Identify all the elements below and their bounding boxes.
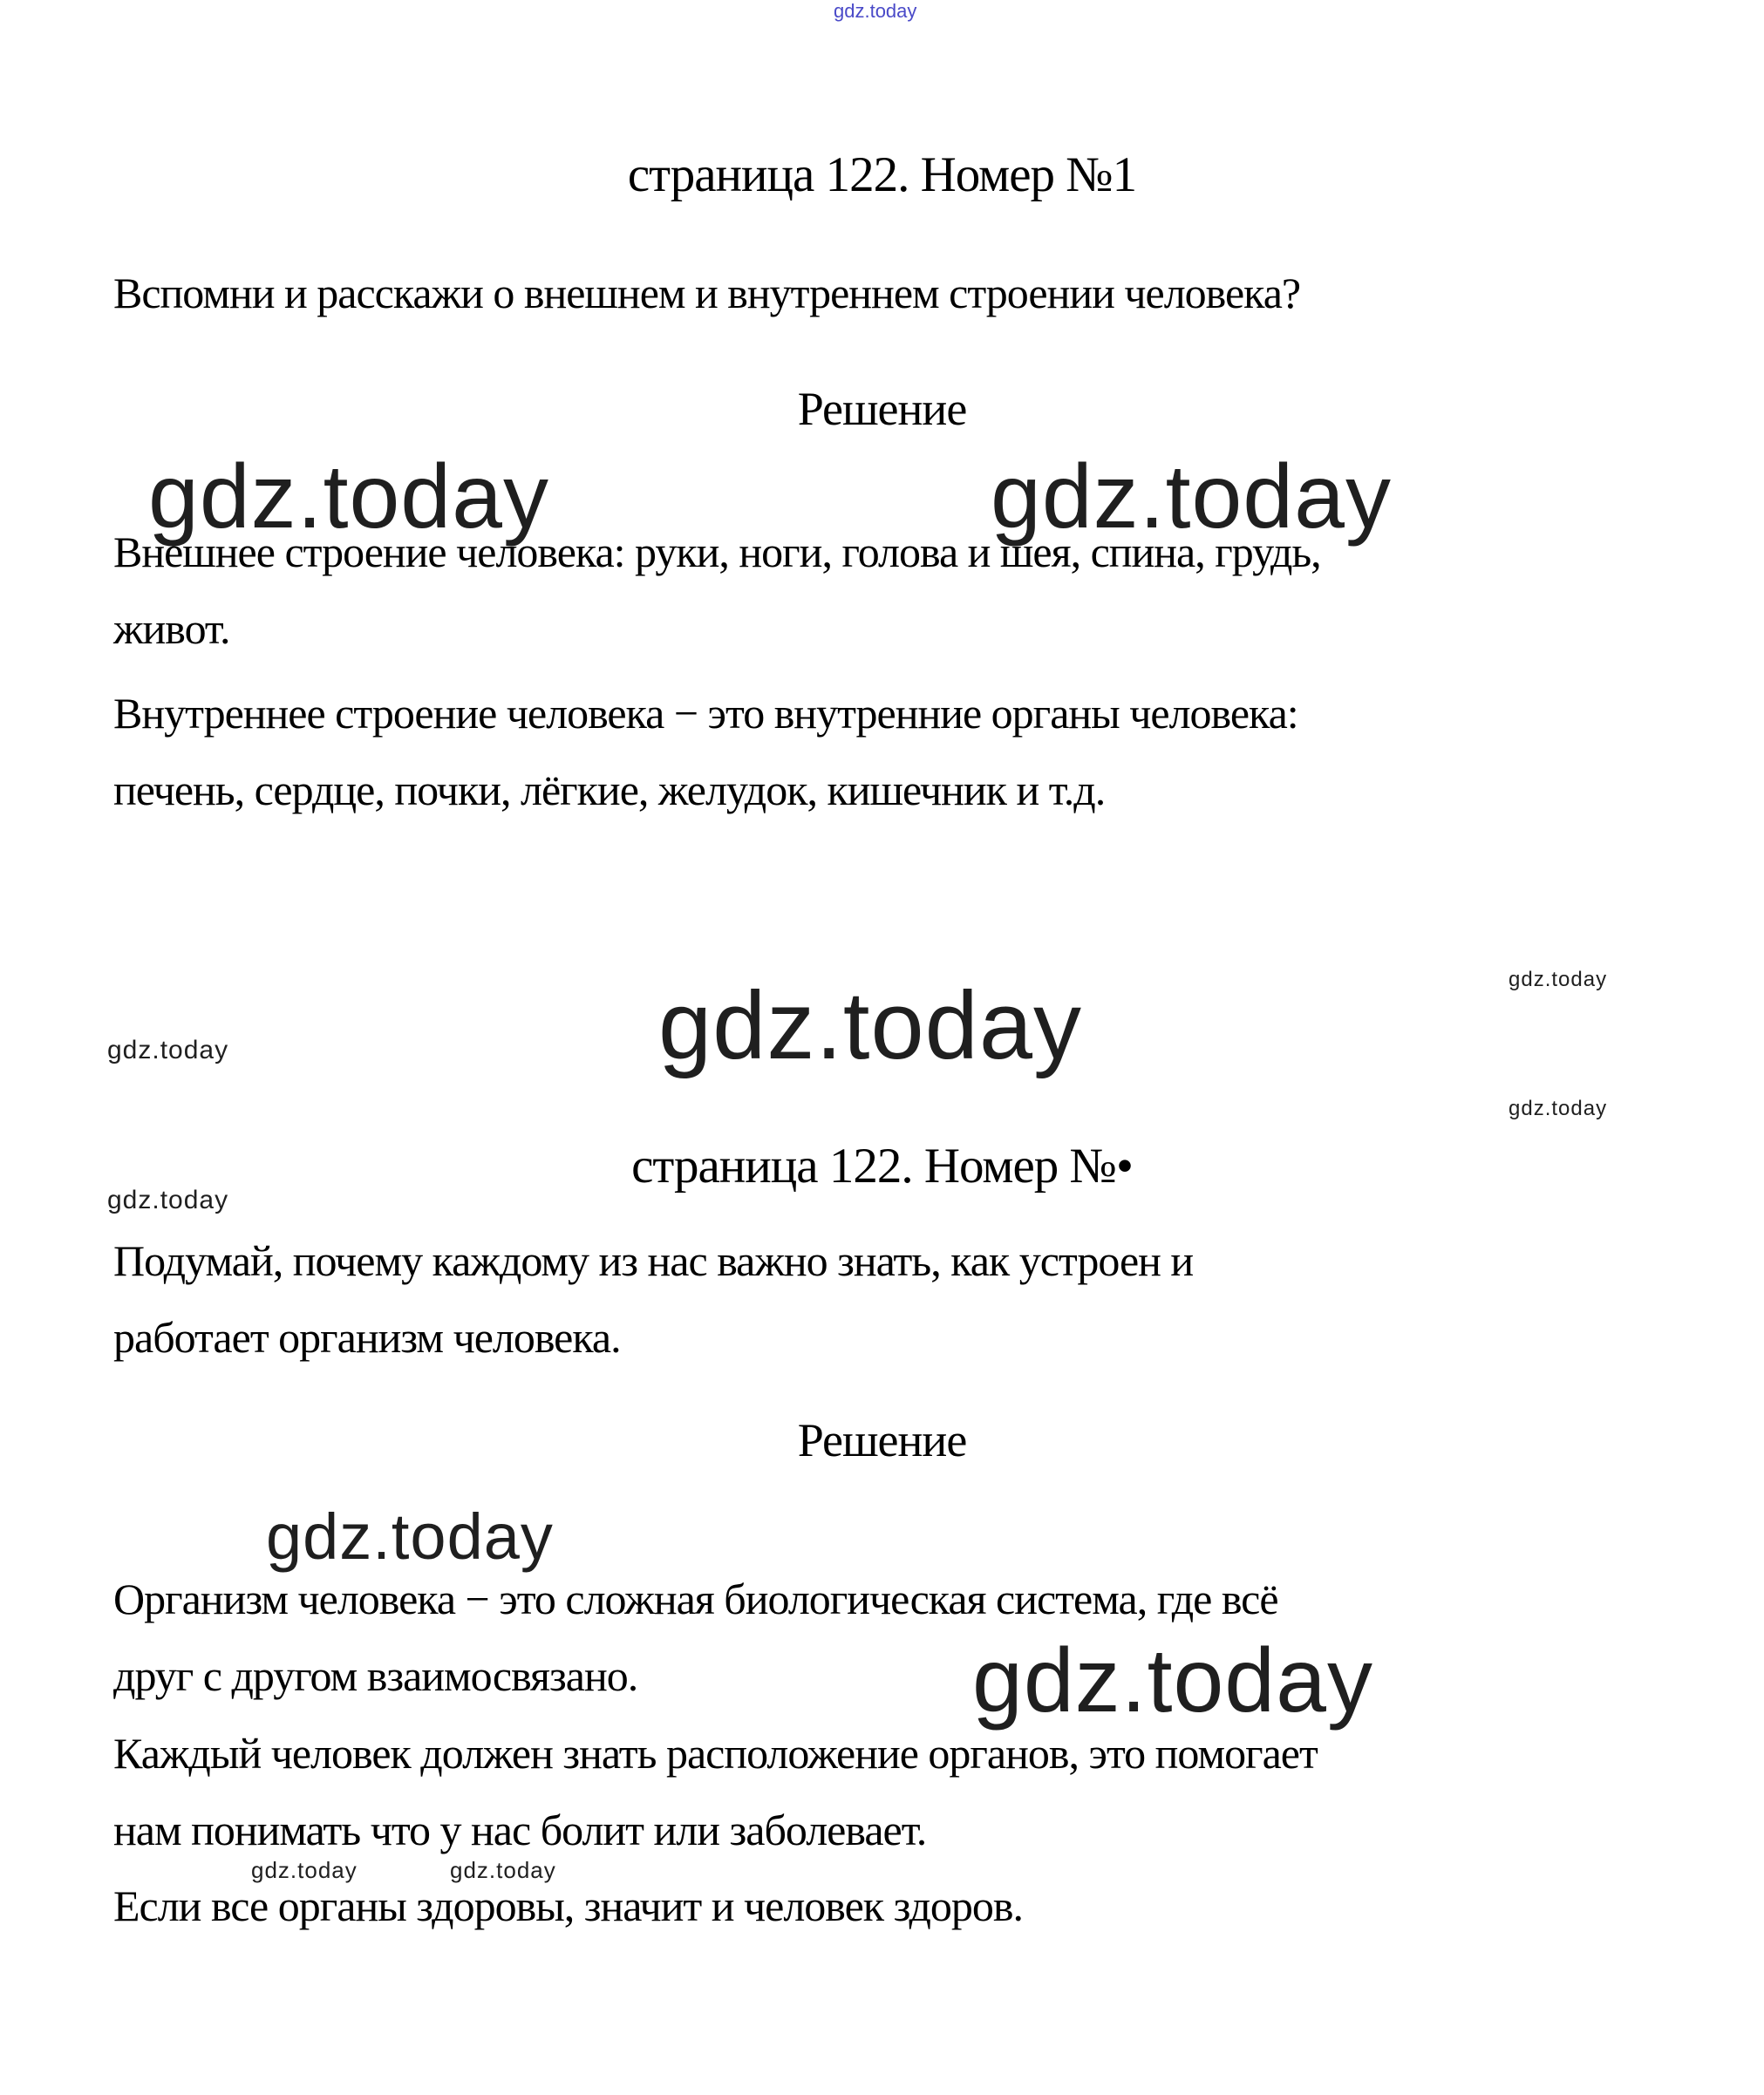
watermark-tiny-2: gdz.today: [450, 1857, 556, 1883]
answer-line: печень, сердце, почки, лёгкие, желудок, кишечник и т.д.: [113, 765, 1106, 814]
section1-solution-label: Решение: [797, 383, 967, 435]
watermark-small-right-1: gdz.today: [1509, 968, 1608, 991]
section2-answer-paragraph-2: [113, 1715, 1318, 1868]
watermark-small-left-1: gdz.today: [107, 1036, 229, 1065]
answer-line: друг с другом взаимосвязано.: [113, 1651, 638, 1700]
watermark-top-center: gdz.today: [834, 0, 917, 22]
answer-line: живот.: [113, 604, 230, 653]
watermark-large-center: gdz.today: [658, 972, 1083, 1079]
section1-answer-paragraph-2: [113, 675, 1298, 828]
question-line: Подумай, почему каждому из нас важно знать, как устроен и: [113, 1236, 1194, 1285]
answer-line: Каждый человек должен знать расположение органов, это помогает: [113, 1729, 1318, 1778]
watermark-small-left-2: gdz.today: [107, 1186, 229, 1214]
answer-line: Если все органы здоровы, значит и человек здоров.: [113, 1881, 1023, 1930]
watermark-medium-left: gdz.today: [266, 1500, 554, 1573]
watermark-large-right: gdz.today: [991, 446, 1392, 548]
watermark-tiny-1: gdz.today: [251, 1857, 358, 1883]
section1-answer-paragraph-1: [113, 514, 1321, 667]
watermark-large-left: gdz.today: [148, 446, 549, 548]
section1-question: Вспомни и расскажи о внешнем и внутреннем строении человека?: [113, 269, 1301, 317]
section2-answer-paragraph-3: [113, 1867, 1023, 1944]
answer-line: Внешнее строение человека: руки, ноги, голова и шея, спина, грудь,: [113, 527, 1321, 576]
watermark-large-right-2: gdz.today: [972, 1630, 1373, 1731]
watermark-small-right-2: gdz.today: [1509, 1097, 1608, 1120]
section2-question: [113, 1222, 1193, 1376]
answer-line: нам понимать что у нас болит или заболевает.: [113, 1806, 927, 1854]
section2-title: страница 122. Номер №•: [631, 1139, 1133, 1194]
answer-line: Организм человека − это сложная биологическая система, где всё: [113, 1575, 1278, 1623]
section1-title: страница 122. Номер №1: [627, 147, 1137, 202]
section2-answer-paragraph-1: [113, 1561, 1278, 1714]
answer-line: Внутреннее строение человека − это внутренние органы человека:: [113, 689, 1298, 738]
question-line: работает организм человека.: [113, 1313, 621, 1362]
section2-solution-label: Решение: [797, 1414, 967, 1466]
